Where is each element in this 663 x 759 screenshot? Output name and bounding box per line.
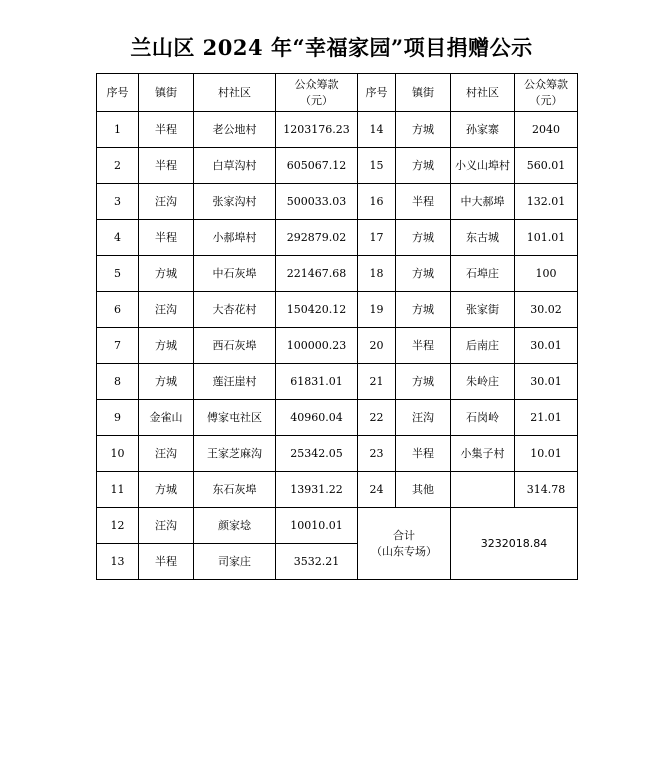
cell-seq-right: 23: [358, 436, 396, 472]
cell-village-right: [451, 472, 515, 508]
table-row: [97, 112, 578, 148]
cell-amount: 292879.02: [276, 220, 358, 256]
cell-village: 大杏花村: [194, 292, 276, 328]
cell-village-right: 中大郝埠: [451, 184, 515, 220]
cell-town: 方城: [139, 256, 194, 292]
cell-town: 方城: [139, 364, 194, 400]
cell-amount-right: 132.01: [515, 184, 578, 220]
table-row: [97, 256, 578, 292]
cell-amount: 3532.21: [276, 544, 358, 580]
cell-village-right: 石埠庄: [451, 256, 515, 292]
cell-village: 傅家屯社区: [194, 400, 276, 436]
table-row: [97, 184, 578, 220]
cell-amount-right: 21.01: [515, 400, 578, 436]
cell-seq-right: 22: [358, 400, 396, 436]
cell-village: 西石灰埠: [194, 328, 276, 364]
cell-amount: 10010.01: [276, 508, 358, 544]
cell-village-right: 张家街: [451, 292, 515, 328]
header-amount-right: [515, 74, 578, 112]
cell-village: 颜家埝: [194, 508, 276, 544]
cell-amount-right: 100: [515, 256, 578, 292]
cell-village: 司家庄: [194, 544, 276, 580]
cell-village: 中石灰埠: [194, 256, 276, 292]
cell-village-right: 朱岭庄: [451, 364, 515, 400]
cell-seq: 11: [97, 472, 139, 508]
header-amount-right-line1: 公众筹款: [524, 77, 568, 91]
table-row: [97, 436, 578, 472]
cell-village: 小郝埠村: [194, 220, 276, 256]
table-body: [97, 112, 578, 580]
table-row: [97, 364, 578, 400]
donation-table: [96, 73, 578, 580]
cell-town: 半程: [139, 544, 194, 580]
cell-amount: 1203176.23: [276, 112, 358, 148]
cell-amount-right: 30.02: [515, 292, 578, 328]
cell-town: 汪沟: [139, 184, 194, 220]
cell-town-right: 方城: [396, 292, 451, 328]
header-amount-line1: 公众筹款: [294, 77, 339, 91]
total-value: 3232018.84: [451, 508, 578, 580]
cell-village: 东石灰埠: [194, 472, 276, 508]
header-amount-right-line2: （元）: [529, 93, 563, 107]
cell-village: 白草沟村: [194, 148, 276, 184]
cell-amount: 25342.05: [276, 436, 358, 472]
header-town-right: 镇街: [396, 74, 451, 112]
cell-amount-right: 101.01: [515, 220, 578, 256]
cell-seq: 6: [97, 292, 139, 328]
cell-village-right: 小集子村: [451, 436, 515, 472]
table-row: [97, 508, 578, 544]
cell-amount: 605067.12: [276, 148, 358, 184]
cell-town: 半程: [139, 148, 194, 184]
cell-town-right: 方城: [396, 256, 451, 292]
cell-town: 半程: [139, 220, 194, 256]
cell-seq-right: 19: [358, 292, 396, 328]
cell-seq-right: 20: [358, 328, 396, 364]
cell-town-right: 半程: [396, 184, 451, 220]
cell-amount: 500033.03: [276, 184, 358, 220]
cell-seq: 9: [97, 400, 139, 436]
cell-village-right: 东古城: [451, 220, 515, 256]
cell-town-right: 方城: [396, 112, 451, 148]
cell-village-right: 孙家寨: [451, 112, 515, 148]
cell-amount: 40960.04: [276, 400, 358, 436]
table-row: [97, 400, 578, 436]
cell-amount: 150420.12: [276, 292, 358, 328]
cell-town: 汪沟: [139, 292, 194, 328]
cell-seq: 5: [97, 256, 139, 292]
cell-town-right: 汪沟: [396, 400, 451, 436]
cell-town: 半程: [139, 112, 194, 148]
header-village-right: 村社区: [451, 74, 515, 112]
cell-town-right: 方城: [396, 220, 451, 256]
cell-seq-right: 14: [358, 112, 396, 148]
header-town: 镇街: [139, 74, 194, 112]
table-row: [97, 472, 578, 508]
cell-seq-right: 16: [358, 184, 396, 220]
cell-town: 金雀山: [139, 400, 194, 436]
header-seq-right: 序号: [358, 74, 396, 112]
header-seq: 序号: [97, 74, 139, 112]
cell-seq: 10: [97, 436, 139, 472]
total-label-line2: （山东专场）: [371, 544, 437, 558]
cell-seq: 3: [97, 184, 139, 220]
table-row: [97, 328, 578, 364]
header-amount-line2: （元）: [300, 93, 333, 107]
cell-town: 汪沟: [139, 436, 194, 472]
cell-village: 老公地村: [194, 112, 276, 148]
cell-seq-right: 17: [358, 220, 396, 256]
cell-seq-right: 21: [358, 364, 396, 400]
cell-amount-right: 314.78: [515, 472, 578, 508]
cell-seq-right: 24: [358, 472, 396, 508]
cell-town-right: 半程: [396, 436, 451, 472]
cell-village-right: 小义山埠村: [451, 148, 515, 184]
cell-seq: 8: [97, 364, 139, 400]
cell-seq: 12: [97, 508, 139, 544]
cell-seq: 1: [97, 112, 139, 148]
cell-seq-right: 15: [358, 148, 396, 184]
cell-amount-right: 30.01: [515, 364, 578, 400]
page-title: 兰山区 2024 年“幸福家园”项目捐赠公示: [130, 35, 533, 60]
cell-town: 方城: [139, 328, 194, 364]
table-row: [97, 148, 578, 184]
cell-town-right: 其他: [396, 472, 451, 508]
cell-amount: 221467.68: [276, 256, 358, 292]
table-row: [97, 292, 578, 328]
cell-village: 莲汪崖村: [194, 364, 276, 400]
cell-village: 张家沟村: [194, 184, 276, 220]
header-amount: [276, 74, 358, 112]
cell-amount: 61831.01: [276, 364, 358, 400]
cell-amount: 13931.22: [276, 472, 358, 508]
cell-village-right: 石岗岭: [451, 400, 515, 436]
cell-seq: 2: [97, 148, 139, 184]
total-label: [358, 508, 451, 580]
cell-amount: 100000.23: [276, 328, 358, 364]
cell-town-right: 半程: [396, 328, 451, 364]
cell-seq: 7: [97, 328, 139, 364]
cell-town-right: 方城: [396, 364, 451, 400]
cell-seq-right: 18: [358, 256, 396, 292]
cell-village-right: 后南庄: [451, 328, 515, 364]
table-row: [97, 220, 578, 256]
cell-town-right: 方城: [396, 148, 451, 184]
cell-village: 王家芝麻沟: [194, 436, 276, 472]
total-label-line1: 合计: [393, 528, 415, 542]
cell-amount-right: 10.01: [515, 436, 578, 472]
cell-seq: 13: [97, 544, 139, 580]
cell-town: 汪沟: [139, 508, 194, 544]
cell-amount-right: 2040: [515, 112, 578, 148]
cell-town: 方城: [139, 472, 194, 508]
cell-amount-right: 560.01: [515, 148, 578, 184]
header-village: 村社区: [194, 74, 276, 112]
header-row: [97, 74, 578, 112]
cell-amount-right: 30.01: [515, 328, 578, 364]
cell-seq: 4: [97, 220, 139, 256]
